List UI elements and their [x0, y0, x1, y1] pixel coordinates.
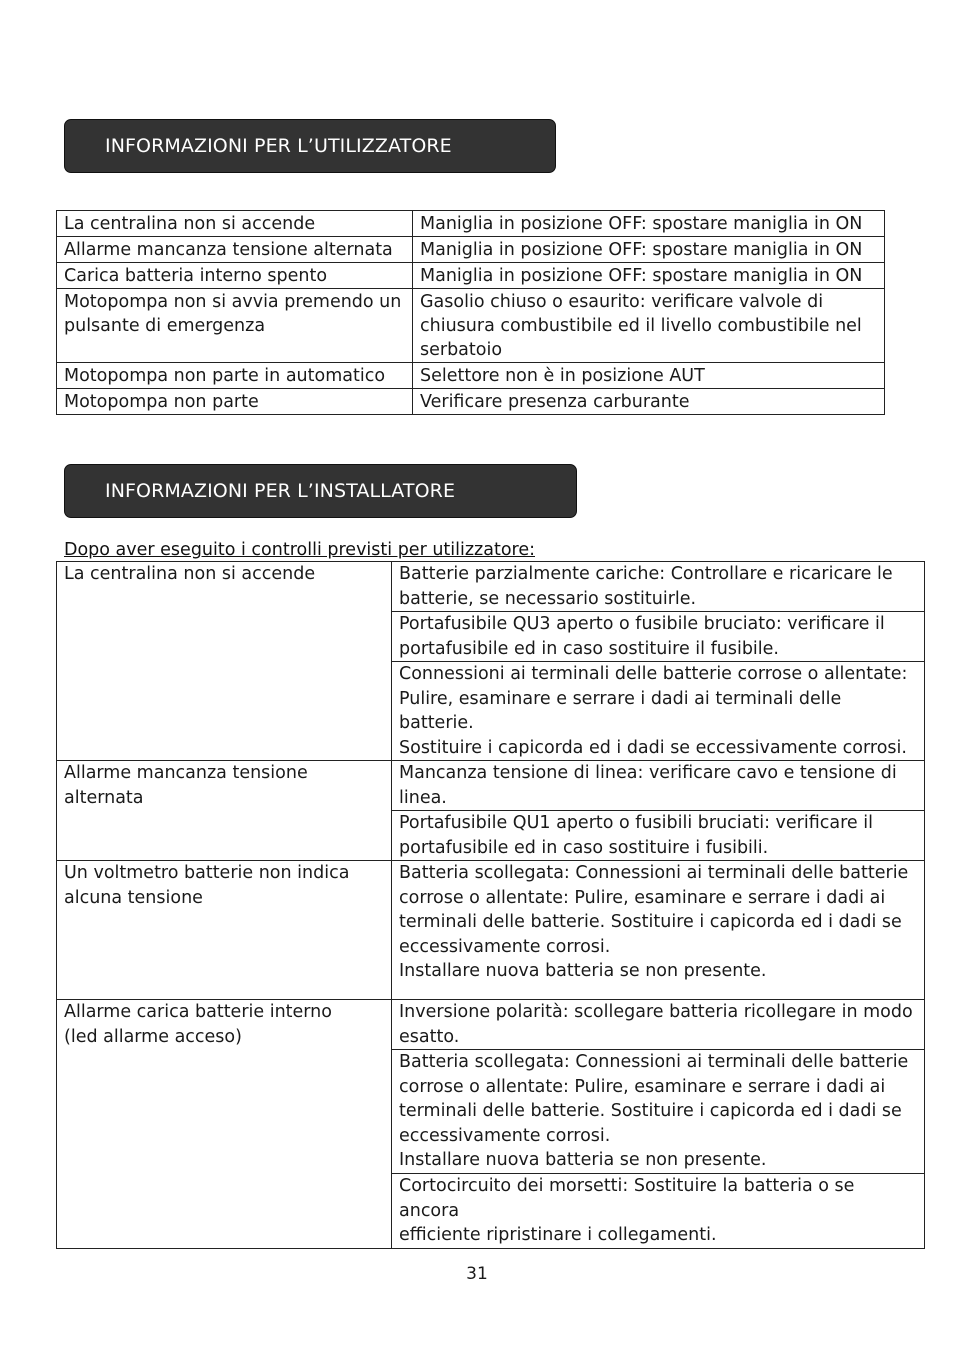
solution-cell: Maniglia in posizione OFF: spostare maniglia in ON: [413, 237, 885, 263]
table-row: [57, 211, 885, 237]
table-row: [57, 389, 885, 415]
table-row: [57, 263, 885, 289]
table-row: [57, 289, 885, 363]
solution-cell: Batterie parzialmente cariche: Controllare e ricaricare le batterie, se necessario sostituirle.: [392, 562, 925, 612]
solution-cell: Maniglia in posizione OFF: spostare maniglia in ON: [413, 263, 885, 289]
user-troubleshooting-table: [56, 210, 885, 415]
section-header-user-info: INFORMAZIONI PER L’UTILIZZATORE: [64, 119, 556, 173]
problem-cell: Un voltmetro batterie non indica alcuna tensione: [57, 861, 392, 1000]
problem-cell: Motopompa non parte in automatico: [57, 363, 413, 389]
solution-cell: Cortocircuito dei morsetti: Sostituire la batteria o se ancora efficiente ripristinare i collegamenti.: [392, 1174, 925, 1249]
solution-cell: Gasolio chiuso o esaurito: verificare valvole di chiusura combustibile ed il livello combustibile nel serbatoio: [413, 289, 885, 363]
solution-cell: Batteria scollegata: Connessioni ai terminali delle batterie corrose o allentate: Pulire, esaminare e serrare i dadi ai terminali delle batterie. Sostituire i capicorda ed i dadi se eccessivamente corrosi. Installare nuova batteria se non presente.: [392, 1050, 925, 1174]
problem-cell: Allarme mancanza tensione alternata: [57, 237, 413, 263]
installer-troubleshooting-table: [56, 561, 925, 1249]
table-row: [57, 363, 885, 389]
section-header-installer-info: INFORMAZIONI PER L’INSTALLATORE: [64, 464, 577, 518]
solution-cell: Selettore non è in posizione AUT: [413, 363, 885, 389]
problem-cell: Allarme carica batterie interno (led allarme acceso): [57, 1000, 392, 1249]
solution-cell: Batteria scollegata: Connessioni ai terminali delle batterie corrose o allentate: Pulire, esaminare e serrare i dadi ai terminali delle batterie. Sostituire i capicorda ed i dadi se eccessivamente corrosi. Installare nuova batteria se non presente.: [392, 861, 925, 1000]
solution-cell: Portafusibile QU3 aperto o fusibile bruciato: verificare il portafusibile ed in caso sostituire il fusibile.: [392, 612, 925, 662]
table-row: [57, 562, 925, 612]
problem-cell: Motopompa non parte: [57, 389, 413, 415]
solution-cell: Portafusibile QU1 aperto o fusibili bruciati: verificare il portafusibile ed in caso sostituire i fusibili.: [392, 811, 925, 861]
installer-intro-text: Dopo aver eseguito i controlli previsti per utilizzatore:: [64, 540, 535, 560]
solution-cell: Connessioni ai terminali delle batterie corrose o allentate: Pulire, esaminare e serrare i dadi ai terminali delle batterie. Sostituire i capicorda ed i dadi se eccessivamente corrosi.: [392, 662, 925, 761]
page-number: 31: [466, 1264, 488, 1284]
solution-cell: Verificare presenza carburante: [413, 389, 885, 415]
solution-cell: Inversione polarità: scollegare batteria ricollegare in modo esatto.: [392, 1000, 925, 1050]
problem-cell: Allarme mancanza tensione alternata: [57, 761, 392, 861]
table-row: [57, 237, 885, 263]
problem-cell: La centralina non si accende: [57, 211, 413, 237]
table-row: [57, 861, 925, 1000]
solution-cell: Maniglia in posizione OFF: spostare maniglia in ON: [413, 211, 885, 237]
table-row: [57, 1000, 925, 1050]
problem-cell: Carica batteria interno spento: [57, 263, 413, 289]
problem-cell: La centralina non si accende: [57, 562, 392, 761]
solution-cell: Mancanza tensione di linea: verificare cavo e tensione di linea.: [392, 761, 925, 811]
problem-cell: Motopompa non si avvia premendo un pulsante di emergenza: [57, 289, 413, 363]
table-row: [57, 761, 925, 811]
